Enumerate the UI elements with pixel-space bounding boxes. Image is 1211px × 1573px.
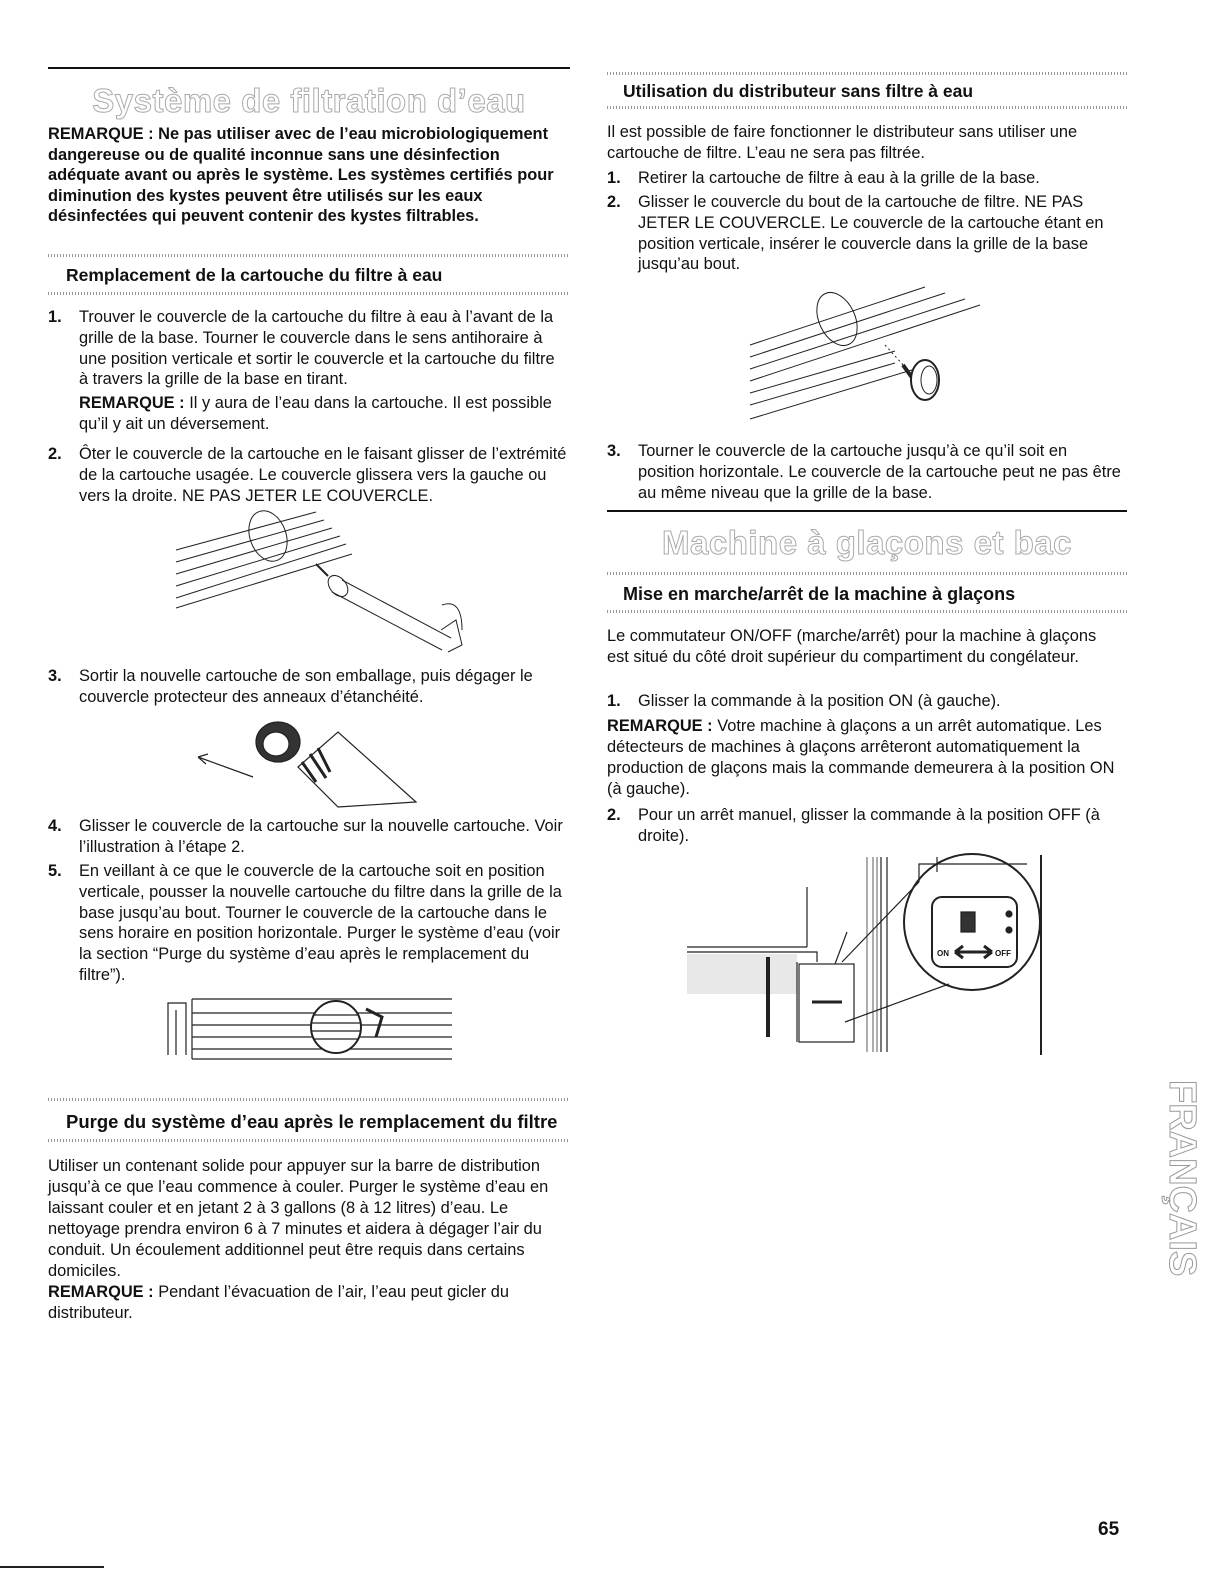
step-number: 4.: [48, 817, 62, 835]
switch-off-label: OFF: [995, 949, 1011, 958]
step-number: 5.: [48, 862, 62, 880]
replace-heading: Remplacement de la cartouche du filtre à eau: [66, 265, 443, 285]
nofilter-step-2: [607, 192, 1122, 275]
ice-step-2: [607, 805, 1122, 847]
nofilter-intro: Il est possible de faire fonctionner le distributeur sans utiliser une cartouche de filtre. L’eau ne sera pas filtrée.: [607, 123, 1078, 162]
ice-intro: Le commutateur ON/OFF (marche/arrêt) pour la machine à glaçons est situé du côté droit supérieur du compartiment du congélateur.: [607, 627, 1097, 666]
step-number: 3.: [48, 667, 62, 685]
step-number: 1.: [607, 692, 621, 710]
step-1-note: [79, 393, 559, 435]
purge-text: Utiliser un contenant solide pour appuyer sur la barre de distribution jusqu’à ce que l’eau commence à couler. Purger le système d’eau en laissant couler et en jetant 2 à 3 gallons (8 à 12 litres) d’eau. Le nettoyage prendra environ 6 à 7 minutes et aidera à dégager l’air du conduit. Un écoulement additionnel peut être requis dans certains domiciles.: [48, 1157, 549, 1280]
step-text: Retirer la cartouche de filtre à eau à la grille de la base.: [638, 169, 1040, 187]
dotted-rule: [607, 610, 1127, 613]
section-rule: [48, 67, 570, 69]
step-number: 2.: [607, 806, 621, 824]
note-text: Pendant l’évacuation de l’air, l’eau peut gicler du distributeur.: [48, 1283, 510, 1322]
step-text: Sortir la nouvelle cartouche de son emballage, puis dégager le couvercle protecteur des anneaux d’étanchéité.: [79, 667, 533, 706]
step-text: Glisser la commande à la position ON (à gauche).: [638, 692, 1001, 710]
section-rule: [607, 510, 1127, 512]
dotted-rule: [48, 292, 570, 295]
nofilter-step-1: [607, 168, 1122, 189]
seal-cap-illustration: [198, 712, 418, 817]
ice-switch-illustration: [687, 852, 1047, 1057]
note-label: REMARQUE :: [79, 394, 185, 412]
section-title-ice: Machine à glaçons et bac: [662, 524, 1072, 561]
step-text: En veillant à ce que le couvercle de la cartouche soit en position verticale, pousser la nouvelle cartouche du filtre dans la grille de la base jusqu’au bout. Tourner le couvercle de la cartouche dans le sens horaire en position horizontale. Purger le système d’eau (voir la section “Purge du système d’eau après le remplacement du filtre”).: [79, 862, 562, 984]
note-label: REMARQUE :: [48, 1283, 154, 1301]
note-text: Votre machine à glaçons a un arrêt automatique. Les détecteurs de machines à glaçons arrêteront automatiquement la production de glaçons mais la commande demeurera à la position ON (à gauche).: [607, 717, 1115, 798]
note-label: REMARQUE :: [607, 717, 713, 735]
step-number: 1.: [48, 308, 62, 326]
step-number: 1.: [607, 169, 621, 187]
step-text: Glisser le couvercle du bout de la cartouche de filtre. NE PAS JETER LE COUVERCLE. Le couvercle de la cartouche étant en position verticale, insérer le couvercle dans la grille de la base jusqu’au bout.: [638, 193, 1104, 274]
filter-removal-illustration: [166, 510, 466, 655]
dotted-rule: [48, 254, 570, 257]
step-text: Trouver le couvercle de la cartouche du filtre à eau à l’avant de la grille de la base. Tourner le couvercle dans le sens antihoraire à une position verticale et sortir le couvercle et la cartouche du filtre à travers la grille de la base en tirant.: [79, 308, 555, 389]
note-text: Il y aura de l’eau dans la cartouche. Il est possible qu’il y ait un déversement.: [79, 394, 552, 433]
step-text: Ôter le couvercle de la cartouche en le faisant glisser de l’extrémité de la cartouche usagée. Le couvercle glissera vers la gauche ou vers la droite. NE PAS JETER LE COUVERCLE.: [79, 445, 567, 505]
step-2: [48, 444, 570, 506]
step-text: Tourner le couvercle de la cartouche jusqu’à ce qu’il soit en position horizontale. Le couvercle de la cartouche peut ne pas être au même niveau que la grille de la base.: [638, 442, 1121, 502]
step-number: 3.: [607, 442, 621, 460]
nofilter-heading: Utilisation du distributeur sans filtre à eau: [623, 81, 974, 101]
nofilter-step-3: [607, 441, 1122, 503]
cap-insert-illustration: [745, 285, 985, 425]
safety-note: REMARQUE : Ne pas utiliser avec de l’eau microbiologiquement dangereuse ou de qualité inconnue sans une désinfection adéquate avant ou après le système. Les systèmes certifiés pour diminution des kystes peuvent être utilisés sur les eaux désinfectées qui peuvent contenir des kystes filtrables.: [48, 125, 554, 225]
section-title-filtration: Système de filtration d’eau: [92, 82, 526, 119]
language-tab-label: FRANÇAIS: [1161, 1080, 1203, 1277]
grille-cap-illustration: [166, 985, 456, 1060]
step-text: Pour un arrêt manuel, glisser la commande à la position OFF (à droite).: [638, 806, 1100, 845]
language-tab-graphic: [1147, 1080, 1203, 1345]
switch-on-label: ON: [937, 949, 949, 958]
dotted-rule: [48, 1139, 570, 1142]
step-1: [48, 307, 563, 390]
purge-note: [48, 1282, 563, 1324]
language-tab: [1147, 1080, 1203, 1345]
step-text: Glisser le couvercle de la cartouche sur la nouvelle cartouche. Voir l’illustration à l’étape 2.: [79, 817, 563, 856]
step-number: 2.: [607, 193, 621, 211]
step-5: [48, 861, 570, 986]
bottom-rule: [0, 1566, 104, 1568]
dotted-rule: [48, 1098, 570, 1101]
purge-heading: Purge du système d’eau après le remplacement du filtre: [66, 1111, 558, 1132]
ice-step-1: [607, 691, 1122, 712]
vertical-rule: [1040, 855, 1042, 1055]
step-4: [48, 816, 563, 858]
ice-note: [607, 716, 1122, 800]
page-number: 65: [1098, 1519, 1120, 1540]
step-3: [48, 666, 570, 708]
dotted-rule: [607, 572, 1127, 575]
step-number: 2.: [48, 445, 62, 463]
dotted-rule: [607, 106, 1127, 109]
ice-heading: Mise en marche/arrêt de la machine à glaçons: [623, 584, 1016, 604]
dotted-rule: [607, 72, 1127, 75]
